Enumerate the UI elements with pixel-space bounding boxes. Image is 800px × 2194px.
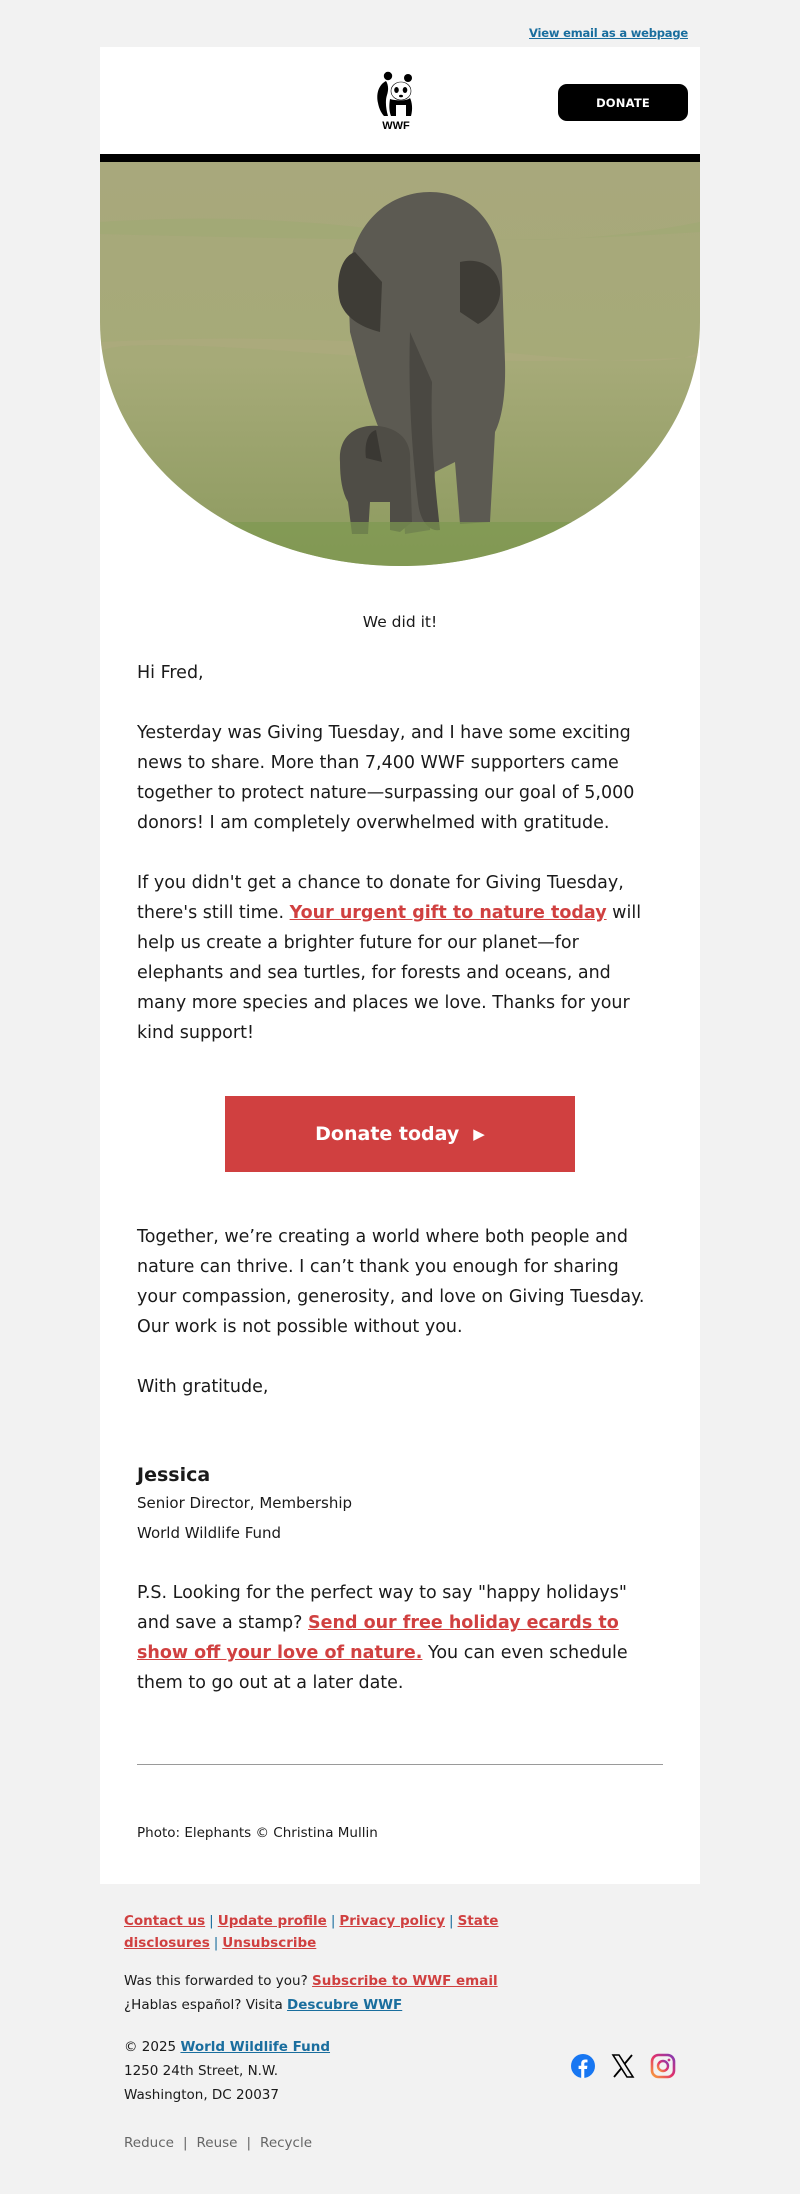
link-separator: | [209, 1913, 214, 1929]
privacy-policy-link[interactable]: Privacy policy [339, 1913, 445, 1929]
signoff: With gratitude, [137, 1377, 269, 1397]
paragraph-2-text-before: If you didn't get a chance to donate for Giving Tuesday, there's still time. [137, 873, 624, 923]
hero-image[interactable] [100, 162, 700, 566]
wwf-home-link[interactable]: World Wildlife Fund [180, 2039, 331, 2055]
view-as-webpage-link[interactable]: View email as a webpage [529, 26, 688, 40]
descubre-wwf-link[interactable]: Descubre WWF [287, 1997, 403, 2013]
photo-credit: Photo: Elephants © Christina Mullin [137, 1825, 378, 1841]
signature-name: Jessica [137, 1464, 211, 1486]
spanish-text: ¿Hablas español? Visita [124, 1997, 288, 2013]
tagline: We did it! [362, 613, 438, 631]
letter-body-continued [100, 1222, 700, 1698]
reuse-text: Reuse [196, 2135, 238, 2151]
svg-text:WWF: WWF [382, 120, 410, 132]
header-donate-button[interactable]: DONATE [558, 84, 688, 121]
paragraph-1: Yesterday was Giving Tuesday, and I have some exciting news to share. More than 7,400 WWF supporters came together to protect nature—surpassing our goal of 5,000 donors! I am completely overwhelmed with gratitude. [137, 723, 635, 833]
forwarded-text: Was this forwarded to you? [124, 1973, 313, 1989]
footer-links [124, 1910, 676, 1954]
paragraph-2 [137, 868, 663, 1048]
link-separator: | [449, 1913, 454, 1929]
contact-us-link[interactable]: Contact us [124, 1913, 206, 1929]
paragraph-2-text-after: will help us create a brighter future for our planet—for elephants and sea turtles, for forests and oceans, and many more species and places we love. Thanks for your kind support! [137, 903, 642, 1043]
signature-org: World Wildlife Fund [137, 1524, 282, 1542]
link-separator: | [213, 1935, 219, 1951]
preheader [100, 0, 700, 47]
content-divider [137, 1764, 663, 1765]
donate-today-label: Donate today [315, 1123, 460, 1145]
cta-container [100, 1096, 700, 1172]
letter-body [100, 658, 700, 1048]
recycle-text: Recycle [260, 2135, 313, 2151]
forwarded-notice [124, 1969, 676, 2017]
subscribe-link[interactable]: Subscribe to WWF email [312, 1973, 498, 1989]
instagram-icon[interactable] [650, 2053, 676, 2079]
ps-text-before: P.S. Looking for the perfect way to say "happy holidays" and save a stamp? [137, 1583, 627, 1633]
copyright-text: © 2025 [124, 2039, 181, 2055]
address-line-1: 1250 24th Street, N.W. [124, 2063, 279, 2079]
rrr-separator: | [182, 2135, 188, 2151]
social-links [570, 2053, 676, 2079]
reduce-reuse-recycle [124, 2132, 676, 2154]
postscript [137, 1578, 663, 1698]
donate-today-button[interactable] [225, 1096, 575, 1172]
update-profile-link[interactable]: Update profile [217, 1913, 327, 1929]
x-icon[interactable] [610, 2053, 636, 2079]
unsubscribe-link[interactable]: Unsubscribe [222, 1935, 317, 1951]
holiday-ecards-link[interactable]: Send our free holiday ecards to show off your love of nature. [137, 1613, 619, 1663]
state-disclosures-link[interactable]: State disclosures [124, 1913, 499, 1951]
rrr-separator: | [246, 2135, 252, 2151]
email-footer [100, 1884, 700, 2154]
email-card [100, 47, 700, 1884]
reduce-text: Reduce [124, 2135, 174, 2151]
greeting: Hi Fred, [137, 663, 204, 683]
facebook-icon[interactable] [570, 2053, 596, 2079]
signature-title: Senior Director, Membership [137, 1494, 353, 1512]
link-separator: | [330, 1913, 336, 1929]
play-arrow-icon: ▶ [473, 1125, 485, 1143]
wwf-panda-logo[interactable] [374, 71, 418, 133]
ps-text-after: You can even schedule them to go out at a later date. [137, 1643, 628, 1693]
address-line-2: Washington, DC 20037 [124, 2087, 279, 2103]
email-header [100, 47, 700, 154]
panda-icon [374, 71, 418, 133]
elephants-photo [100, 162, 700, 566]
header-divider-bar [100, 154, 700, 162]
urgent-gift-link[interactable]: Your urgent gift to nature today [289, 903, 607, 923]
paragraph-3: Together, we’re creating a world where both people and nature can thrive. I can’t thank you enough for sharing your compassion, generosity, and love on Giving Tuesday. Our work is not possible without you. [137, 1227, 645, 1337]
